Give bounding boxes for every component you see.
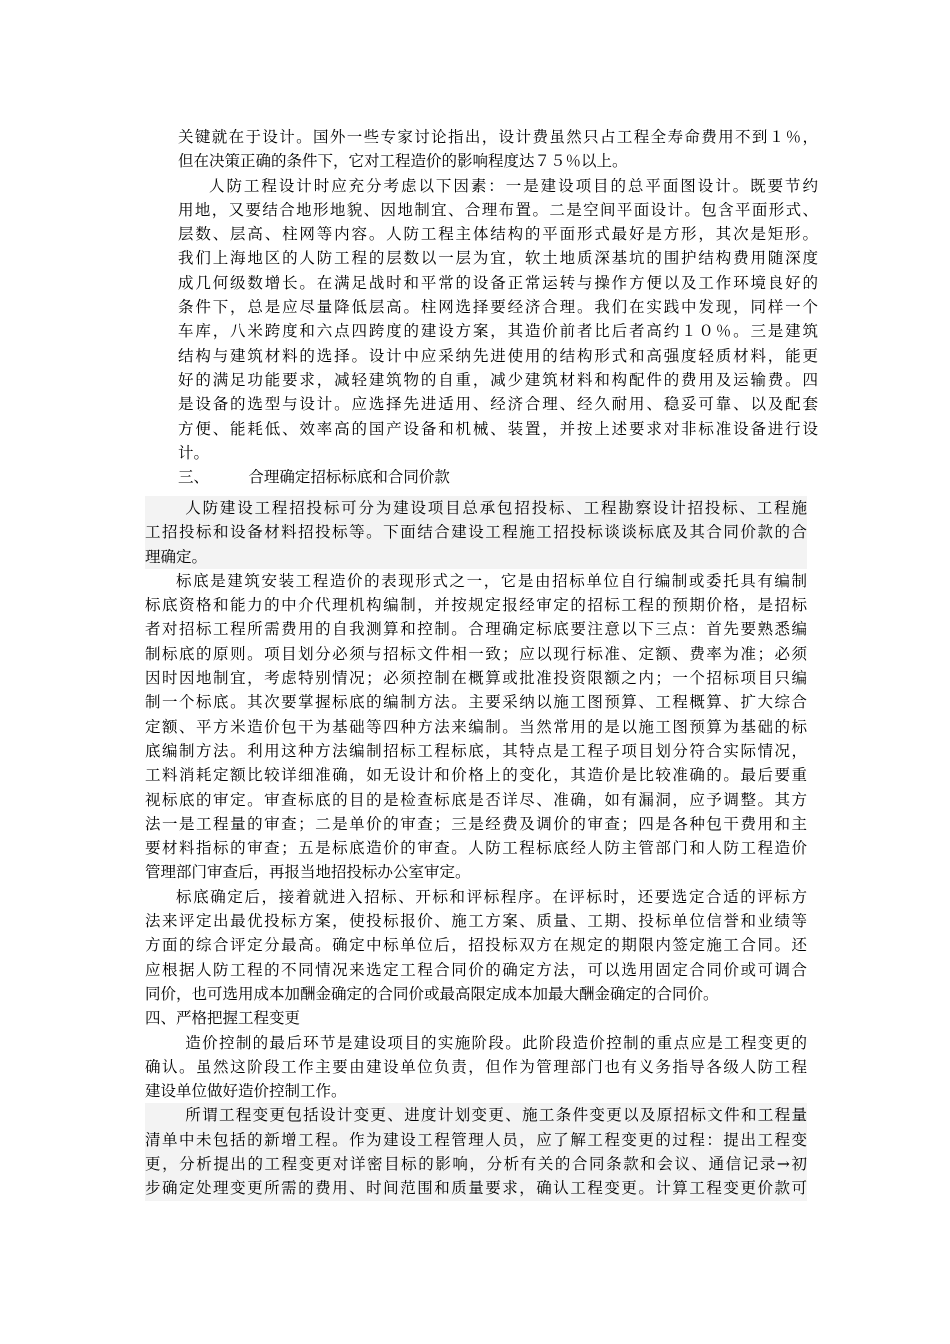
text-line: 标底确定后，接着就进入招标、开标和评标程序。在评标时，还要选定合适的评标方 [176, 887, 807, 906]
text-line: 所谓工程变更包括设计变更、进度计划变更、施工条件变更以及原招标文件和工程量 [185, 1106, 807, 1125]
paragraph-design-impact [178, 125, 818, 174]
text-line: 标底是建筑安装工程造价的表现形式之一，它是由招标单位自行编制或委托具有编制 [176, 571, 807, 590]
text-line: 同价，也可选用成本加酬金确定的合同价或最高限定成本加最大酬金确定的合同价。 [145, 984, 719, 1003]
section-heading-4: 四、严格把握工程变更 [145, 1009, 301, 1028]
paragraph-bid-evaluation [145, 885, 807, 1006]
text-line: 建设单位做好造价控制工作。 [145, 1082, 347, 1101]
text-line: 更，分析提出的工程变更对详密目标的影响，分析有关的合同条款和会议、通信记录→初 [145, 1155, 807, 1174]
text-line: 应根据人防工程的不同情况来选定工程合同价的确定方法，可以选用固定合同价或可调合 [145, 960, 807, 979]
text-line: 方便、能耗低、效率高的国产设备和机械、装置，并按上述要求对非标准设备进行设 [178, 419, 818, 438]
text-line: 制一个标底。其次要掌握标底的编制方法。主要采纳以施工图预算、工程概算、扩大综合 [145, 693, 807, 712]
text-line: 车库，八米跨度和六点四跨度的建设方案，其造价前者比后者高约１０％。三是建筑 [178, 322, 818, 341]
paragraph-engineering-change [145, 1103, 807, 1200]
text-line: 我们上海地区的人防工程的层数以一层为宜，软土地质深基坑的围护结构费用随深度 [178, 249, 818, 268]
text-line: 管理部门审查后，再报当地招投标办公室审定。 [145, 863, 471, 882]
paragraph-design-factors [178, 174, 818, 466]
text-line: 者对招标工程所需费用的自我测算和控制。合理确定标底要注意以下三点：首先要熟悉编 [145, 620, 807, 639]
text-line: 工料消耗定额比较详细准确，如无设计和价格上的变化，其造价是比较准确的。最后要重 [145, 766, 807, 785]
text-line: 制标底的原则。项目划分必须与招标文件相一致；应以现行标准、定额、费率为准；必须 [145, 644, 807, 663]
text-line: 方面的综合评定分最高。确定中标单位后，招投标双方在规定的期限内签定施工合同。还 [145, 936, 807, 955]
paragraph-bidding-types [145, 496, 807, 569]
paragraph-implementation-stage [145, 1031, 807, 1104]
text-line: 定额、平方米造价包干为基础等四种方法来编制。当然常用的是以施工图预算为基础的标 [145, 717, 807, 736]
text-line: 法来评定出最优投标方案，使投标报价、施工方案、质量、工期、投标单位信誉和业绩等 [145, 912, 807, 931]
text-line: 工招投标和设备材料招投标等。下面结合建设工程施工招投标谈谈标底及其合同价款的合 [145, 523, 807, 542]
text-line: 计。 [178, 443, 210, 462]
text-line: 但在决策正确的条件下，它对工程造价的影响程度达７５％以上。 [178, 152, 628, 171]
text-line: 人防建设工程招投标可分为建设项目总承包招投标、工程勘察设计招投标、工程施 [185, 499, 807, 517]
text-line: 因时因地制宜，考虑特别情况；必须控制在概算或批准投资限额之内；一个招标项目只编 [145, 669, 807, 688]
text-line: 关键就在于设计。国外一些专家讨论指出，设计费虽然只占工程全寿命费用不到１％， [178, 128, 818, 146]
text-block-upper [178, 125, 818, 489]
text-line: 清单中未包括的新增工程。作为建设工程管理人员，应了解工程变更的过程：提出工程变 [145, 1130, 807, 1149]
text-line: 视标底的审定。审查标底的目的是检查标底是否详尽、准确，如有漏洞，应予调整。其方 [145, 790, 807, 809]
text-line: 标底资格和能力的中介代理机构编制，并按规定报经审定的招标工程的预期价格，是招标 [145, 596, 807, 615]
text-line: 造价控制的最后环节是建设项目的实施阶段。此阶段造价控制的重点应是工程变更的 [185, 1033, 807, 1052]
text-line: 要材料指标的审查；五是标底造价的审查。人防工程标底经人防主管部门和人防工程造价 [145, 839, 807, 858]
text-line: 法一是工程量的审查；二是单价的审查；三是经费及调价的审查；四是各种包干费用和主 [145, 814, 807, 833]
text-line: 好的满足功能要求，减轻建筑物的自重，减少建筑材料和构配件的费用及运输费。四 [178, 370, 818, 389]
text-line: 用地，又要结合地形地貌、因地制宜、合理布置。二是空间平面设计。包含平面形式、 [178, 200, 818, 219]
text-line: 条件下，总是应尽量降低层高。柱网选择要经济合理。我们在实践中发现，同样一个 [178, 298, 818, 317]
text-line: 步确定处理变更所需的费用、时间范围和质量要求，确认工程变更。计算工程变更价款可 [145, 1179, 807, 1198]
paragraph-tender-price [145, 569, 807, 885]
text-line: 底编制方法。利用这种方法编制招标工程标底，其特点是工程子项目划分符合实际情况， [145, 741, 807, 760]
section-heading-3: 三、 合理确定招标标底和合同价款 [178, 468, 450, 487]
text-line: 人防工程设计时应充分考虑以下因素：一是建设项目的总平面图设计。既要节约 [209, 176, 818, 195]
text-line: 成几何级数增长。在满足战时和平常的设备正常运转与操作方便以及工作环境良好的 [178, 273, 818, 292]
text-line: 理确定。 [145, 547, 208, 566]
text-line: 确认。虽然这阶段工作主要由建设单位负责，但作为管理部门也有义务指导各级人防工程 [145, 1057, 807, 1076]
text-line: 是设备的选型与设计。应选择先进适用、经济合理、经久耐用、稳妥可靠、以及配套 [178, 395, 818, 414]
text-line: 层数、层高、柱网等内容。人防工程主体结构的平面形式最好是方形，其次是矩形。 [178, 225, 818, 244]
text-block-lower [145, 496, 807, 1201]
text-line: 结构与建筑材料的选择。设计中应采纳先进使用的结构形式和高强度轻质材料，能更 [178, 346, 818, 365]
